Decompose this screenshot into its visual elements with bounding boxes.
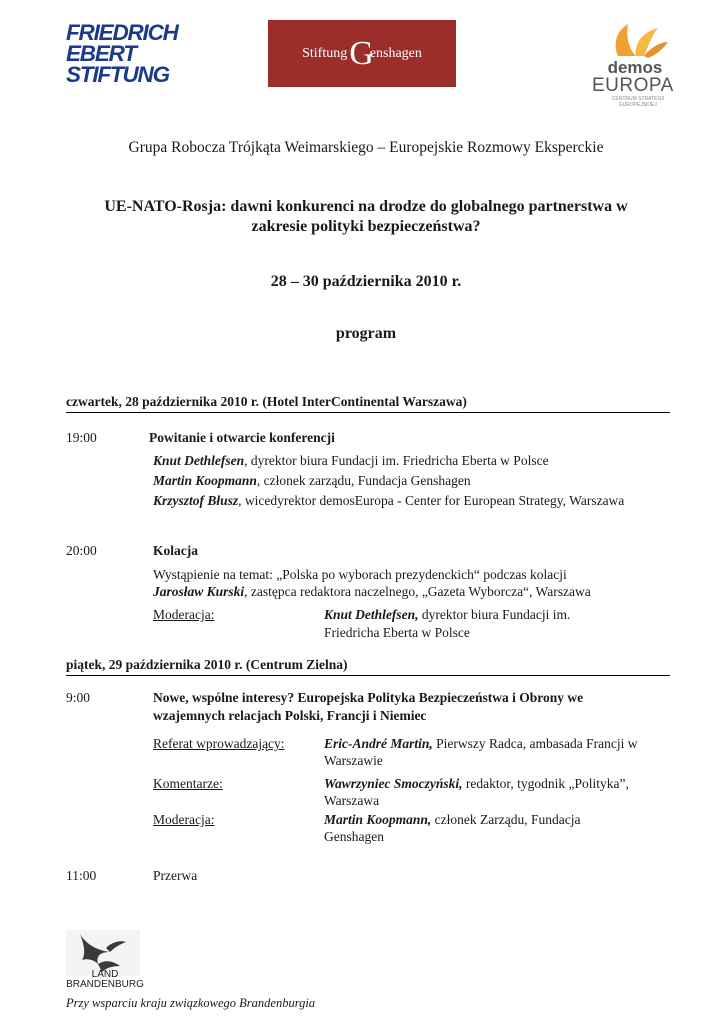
session-title-line2: wzajemnych relacjach Polski, Francji i Niemiec (153, 708, 427, 723)
moderator-desc: dyrektor biura Fundacji im. (418, 607, 571, 622)
participant-name: Martin Koopmann (153, 473, 257, 488)
fes-logo-line: STIFTUNG (66, 62, 169, 87)
day2-heading: piątek, 29 października 2010 r. (Centrum Zielna) (66, 657, 670, 676)
demos-logo-line3: CENTRUM STRATEGII EUROPEJSKIEJ (611, 96, 665, 108)
moderator (324, 606, 570, 624)
session-title: Przerwa (153, 868, 198, 883)
session-time: 9:00 (66, 690, 91, 705)
session-time: 19:00 (66, 430, 97, 445)
title-line: UE-NATO-Rosja: dawni konkurenci na drodze do globalnego partnerstwa w (104, 198, 628, 215)
participant (153, 472, 471, 490)
subtitle: Grupa Robocza Trójkąta Weimarskiego – Europejskie Rozmowy Eksperckie (128, 139, 604, 156)
session-title: Powitanie i otwarcie konferencji (149, 430, 335, 445)
role-label: Referat wprowadzający: (153, 736, 285, 751)
demos-leaf-icon (610, 22, 670, 62)
speaker-desc: , zastępca redaktora naczelnego, „Gazeta Wyborcza“, Warszawa (244, 584, 591, 599)
page-title (60, 197, 672, 237)
genshagen-word2: enshagen (369, 45, 422, 61)
commentator-desc-line2: Warszawa (324, 793, 380, 808)
event-dates: 28 – 30 października 2010 r. (270, 273, 462, 290)
participant (153, 452, 549, 470)
genshagen-word1: Stiftung (302, 45, 348, 61)
moderator-name: Martin Koopmann, (324, 812, 432, 827)
participant-name: Knut Dethlefsen (153, 453, 245, 468)
speaker-desc-line2: Warszawie (324, 753, 383, 768)
day1-heading: czwartek, 28 października 2010 r. (Hotel InterContinental Warszawa) (66, 394, 670, 413)
program-heading: program (335, 325, 397, 342)
speaker (324, 735, 637, 753)
support-note: Przy wsparciu kraju związkowego Brandenburgia (66, 996, 316, 1010)
genshagen-logo (268, 20, 456, 87)
speaker-name: Eric-André Martin, (324, 736, 433, 751)
fes-logo (66, 22, 188, 85)
speaker (153, 583, 591, 601)
moderator-desc-line2: Genshagen (324, 829, 384, 844)
demos-logo-line1: demos (607, 58, 663, 77)
moderator-name: Knut Dethlefsen, (324, 607, 419, 622)
commentator-name: Wawrzyniec Smoczyński, (324, 776, 463, 791)
moderator (324, 811, 580, 829)
session-time: 20:00 (66, 543, 97, 558)
role-label: Moderacja: (153, 607, 215, 622)
participant-desc: , członek zarządu, Fundacja Genshagen (256, 473, 471, 488)
participant-desc: , dyrektor biura Fundacji im. Friedricha Eberta w Polsce (244, 453, 549, 468)
land-line: LAND (91, 969, 119, 980)
title-line: zakresie polityki bezpieczeństwa? (251, 218, 481, 235)
speech-topic: Wystąpienie na temat: „Polska po wyborach prezydenckich“ podczas kolacji (153, 567, 567, 582)
session-title-line1: Nowe, wspólne interesy? Europejska Polityka Bezpieczeństwa i Obrony we (153, 690, 584, 705)
participant (153, 492, 624, 510)
speaker-name: Jarosław Kurski (153, 584, 245, 599)
fes-logo-line: EBERT (66, 41, 136, 66)
speaker-desc: Pierwszy Radca, ambasada Francji w (432, 736, 638, 751)
moderator-desc-line2: Friedricha Eberta w Polsce (324, 625, 470, 640)
moderator-desc: członek Zarządu, Fundacja (431, 812, 581, 827)
session-time: 11:00 (66, 868, 97, 883)
participant-name: Krzysztof Błusz (153, 493, 239, 508)
role-label: Komentarze: (153, 776, 223, 791)
session-title: Kolacja (153, 543, 198, 558)
role-label: Moderacja: (153, 812, 215, 827)
land-line: BRANDENBURG (66, 979, 144, 990)
commentator-desc: redaktor, tygodnik „Polityka”, (462, 776, 629, 791)
genshagen-letter: G (349, 34, 374, 72)
fes-logo-line: FRIEDRICH (66, 20, 178, 45)
participant-desc: , wicedyrektor demosEuropa - Center for European Strategy, Warszawa (238, 493, 625, 508)
brandenburg-logo-text (64, 970, 146, 990)
demos-logo-line2: EUROPA (592, 75, 674, 96)
commentator (324, 775, 629, 793)
